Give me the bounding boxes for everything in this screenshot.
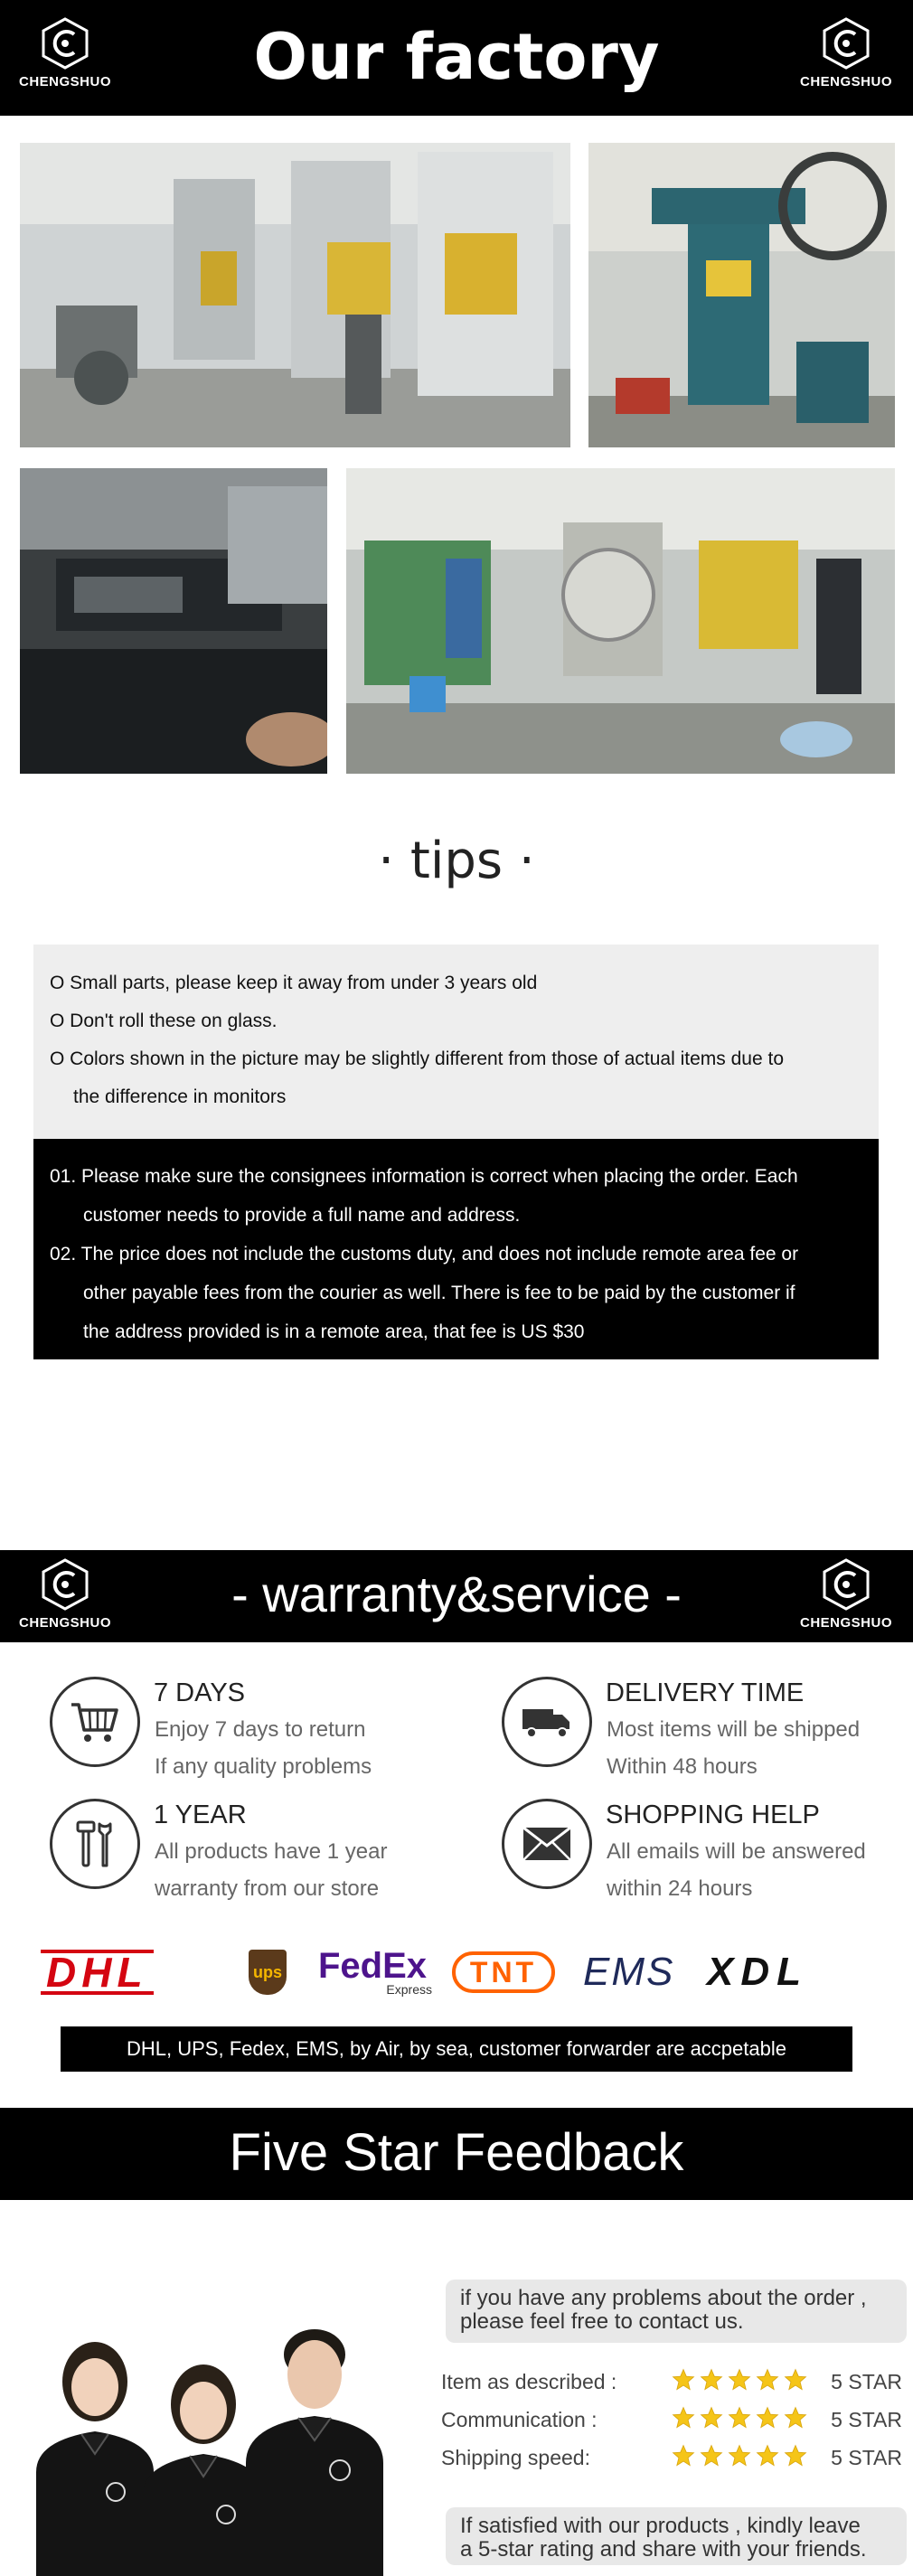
- service-title: 1 YEAR: [154, 1800, 247, 1829]
- carrier-logo-dhl: [41, 1945, 231, 1999]
- star-icon: [700, 2406, 723, 2430]
- tip-line: O Small parts, please keep it away from under 3 years old: [50, 973, 538, 993]
- tip-line: 01. Please make sure the consignees information is correct when placing the order. Each: [50, 1166, 798, 1187]
- cart-icon: [50, 1677, 140, 1767]
- service-line: Within 48 hours: [607, 1754, 758, 1779]
- rating-row-communication: [441, 2402, 902, 2439]
- service-line: All products have 1 year: [155, 1839, 388, 1864]
- service-line: Most items will be shipped: [607, 1717, 861, 1742]
- service-warranty: [50, 1799, 429, 1907]
- tips-general-box: [33, 945, 879, 1139]
- brand-name: CHENGSHUO: [18, 74, 111, 89]
- rating-value: 5 STAR: [831, 2370, 902, 2393]
- brand-emblem-icon: [819, 16, 873, 71]
- service-title: DELIVERY TIME: [606, 1678, 805, 1707]
- tip-line: O Don't roll these on glass.: [50, 1011, 278, 1031]
- star-icon: [672, 2444, 695, 2468]
- contact-bubble: [446, 2280, 907, 2343]
- bubble-line: If satisfied with our products , kindly leave: [460, 2514, 861, 2538]
- carrier-logo-fedex: [318, 1948, 436, 2002]
- rating-request-bubble: [446, 2507, 907, 2565]
- star-icon: [756, 2444, 779, 2468]
- xdl-wordmark: XDL: [707, 1950, 808, 1994]
- tools-icon: [50, 1799, 140, 1889]
- fedex-express-label: Express: [386, 1982, 432, 1997]
- carrier-logo-ems: [583, 1945, 687, 1999]
- tip-line: other payable fees from the courier as well. There is fee to be paid by the customer if: [83, 1283, 795, 1303]
- tnt-wordmark: TNT: [452, 1951, 555, 1993]
- tip-line: the difference in monitors: [73, 1086, 287, 1107]
- tip-line: 02. The price does not include the customs duty, and does not include remote area fee or: [50, 1244, 799, 1264]
- service-title: SHOPPING HELP: [606, 1800, 820, 1829]
- factory-photo-press: [588, 143, 895, 447]
- carrier-logo-ups: [249, 1945, 294, 1999]
- page-title: Our factory: [253, 20, 660, 94]
- tips-order-box: [33, 1139, 879, 1359]
- bubble-line: please feel free to contact us.: [460, 2309, 744, 2334]
- brand-name: CHENGSHUO: [799, 1615, 892, 1631]
- brand-name: CHENGSHUO: [18, 1615, 111, 1631]
- carrier-logo-tnt: [452, 1945, 559, 1999]
- brand-emblem-icon: [819, 1557, 873, 1612]
- rating-row-item: [441, 2364, 902, 2401]
- truck-icon: [502, 1677, 592, 1767]
- envelope-icon: [502, 1799, 592, 1889]
- service-return: [50, 1677, 429, 1785]
- star-icon: [700, 2444, 723, 2468]
- service-help: [502, 1799, 899, 1907]
- feedback-header-bar: [0, 2108, 913, 2200]
- shipping-note: DHL, UPS, Fedex, EMS, by Air, by sea, customer forwarder are accpetable: [61, 2026, 852, 2072]
- ups-shield: [249, 1950, 287, 1995]
- star-icon: [728, 2406, 751, 2430]
- star-icon: [728, 2444, 751, 2468]
- carrier-logo-xdl: [707, 1945, 852, 1999]
- fedex-wordmark: FedEx: [318, 1946, 428, 1986]
- star-rating: [672, 2444, 807, 2468]
- tip-line: customer needs to provide a full name and address.: [83, 1205, 521, 1226]
- service-line: within 24 hours: [607, 1876, 753, 1901]
- warranty-header-bar: [0, 1550, 913, 1642]
- staff-photo: [9, 2318, 416, 2576]
- star-icon: [756, 2368, 779, 2392]
- brand-name: CHENGSHUO: [799, 74, 892, 89]
- star-icon: [784, 2406, 807, 2430]
- factory-header-bar: [0, 0, 913, 116]
- star-icon: [672, 2406, 695, 2430]
- rating-row-shipping: [441, 2440, 902, 2477]
- service-line: Enjoy 7 days to return: [155, 1717, 366, 1742]
- service-title: 7 DAYS: [154, 1678, 246, 1707]
- service-line: If any quality problems: [155, 1754, 372, 1779]
- star-icon: [784, 2368, 807, 2392]
- tip-line: O Colors shown in the picture may be slightly different from those of actual items due to: [50, 1048, 785, 1069]
- tip-line: the address provided is in a remote area, that fee is US $30: [83, 1321, 585, 1342]
- dhl-wordmark: DHL: [41, 1950, 154, 1995]
- bubble-line: a 5-star rating and share with your friends.: [460, 2537, 867, 2562]
- rating-value: 5 STAR: [831, 2408, 902, 2431]
- star-icon: [728, 2368, 751, 2392]
- star-rating: [672, 2368, 807, 2392]
- warranty-title: - warranty&service -: [231, 1565, 682, 1622]
- service-line: warranty from our store: [155, 1876, 380, 1901]
- service-delivery: [502, 1677, 899, 1785]
- brand-logo-right: [792, 1557, 900, 1631]
- star-icon: [756, 2406, 779, 2430]
- rating-label: Item as described :: [441, 2370, 617, 2393]
- factory-photo-cnc: [20, 468, 327, 774]
- service-line: All emails will be answered: [607, 1839, 866, 1864]
- factory-photo-machines: [20, 143, 570, 447]
- factory-photo-workers: [346, 468, 895, 774]
- brand-logo-right: [792, 16, 900, 89]
- rating-label: Shipping speed:: [441, 2446, 590, 2469]
- ems-wordmark: EMS: [583, 1950, 675, 1994]
- star-icon: [700, 2368, 723, 2392]
- tips-heading: · tips ·: [378, 832, 535, 890]
- rating-value: 5 STAR: [831, 2446, 902, 2469]
- star-rating: [672, 2406, 807, 2430]
- rating-label: Communication :: [441, 2408, 598, 2431]
- bubble-line: if you have any problems about the order ,: [460, 2286, 867, 2310]
- star-icon: [784, 2444, 807, 2468]
- star-icon: [672, 2368, 695, 2392]
- ups-wordmark: ups: [252, 1962, 282, 1981]
- feedback-title: Five Star Feedback: [229, 2123, 684, 2182]
